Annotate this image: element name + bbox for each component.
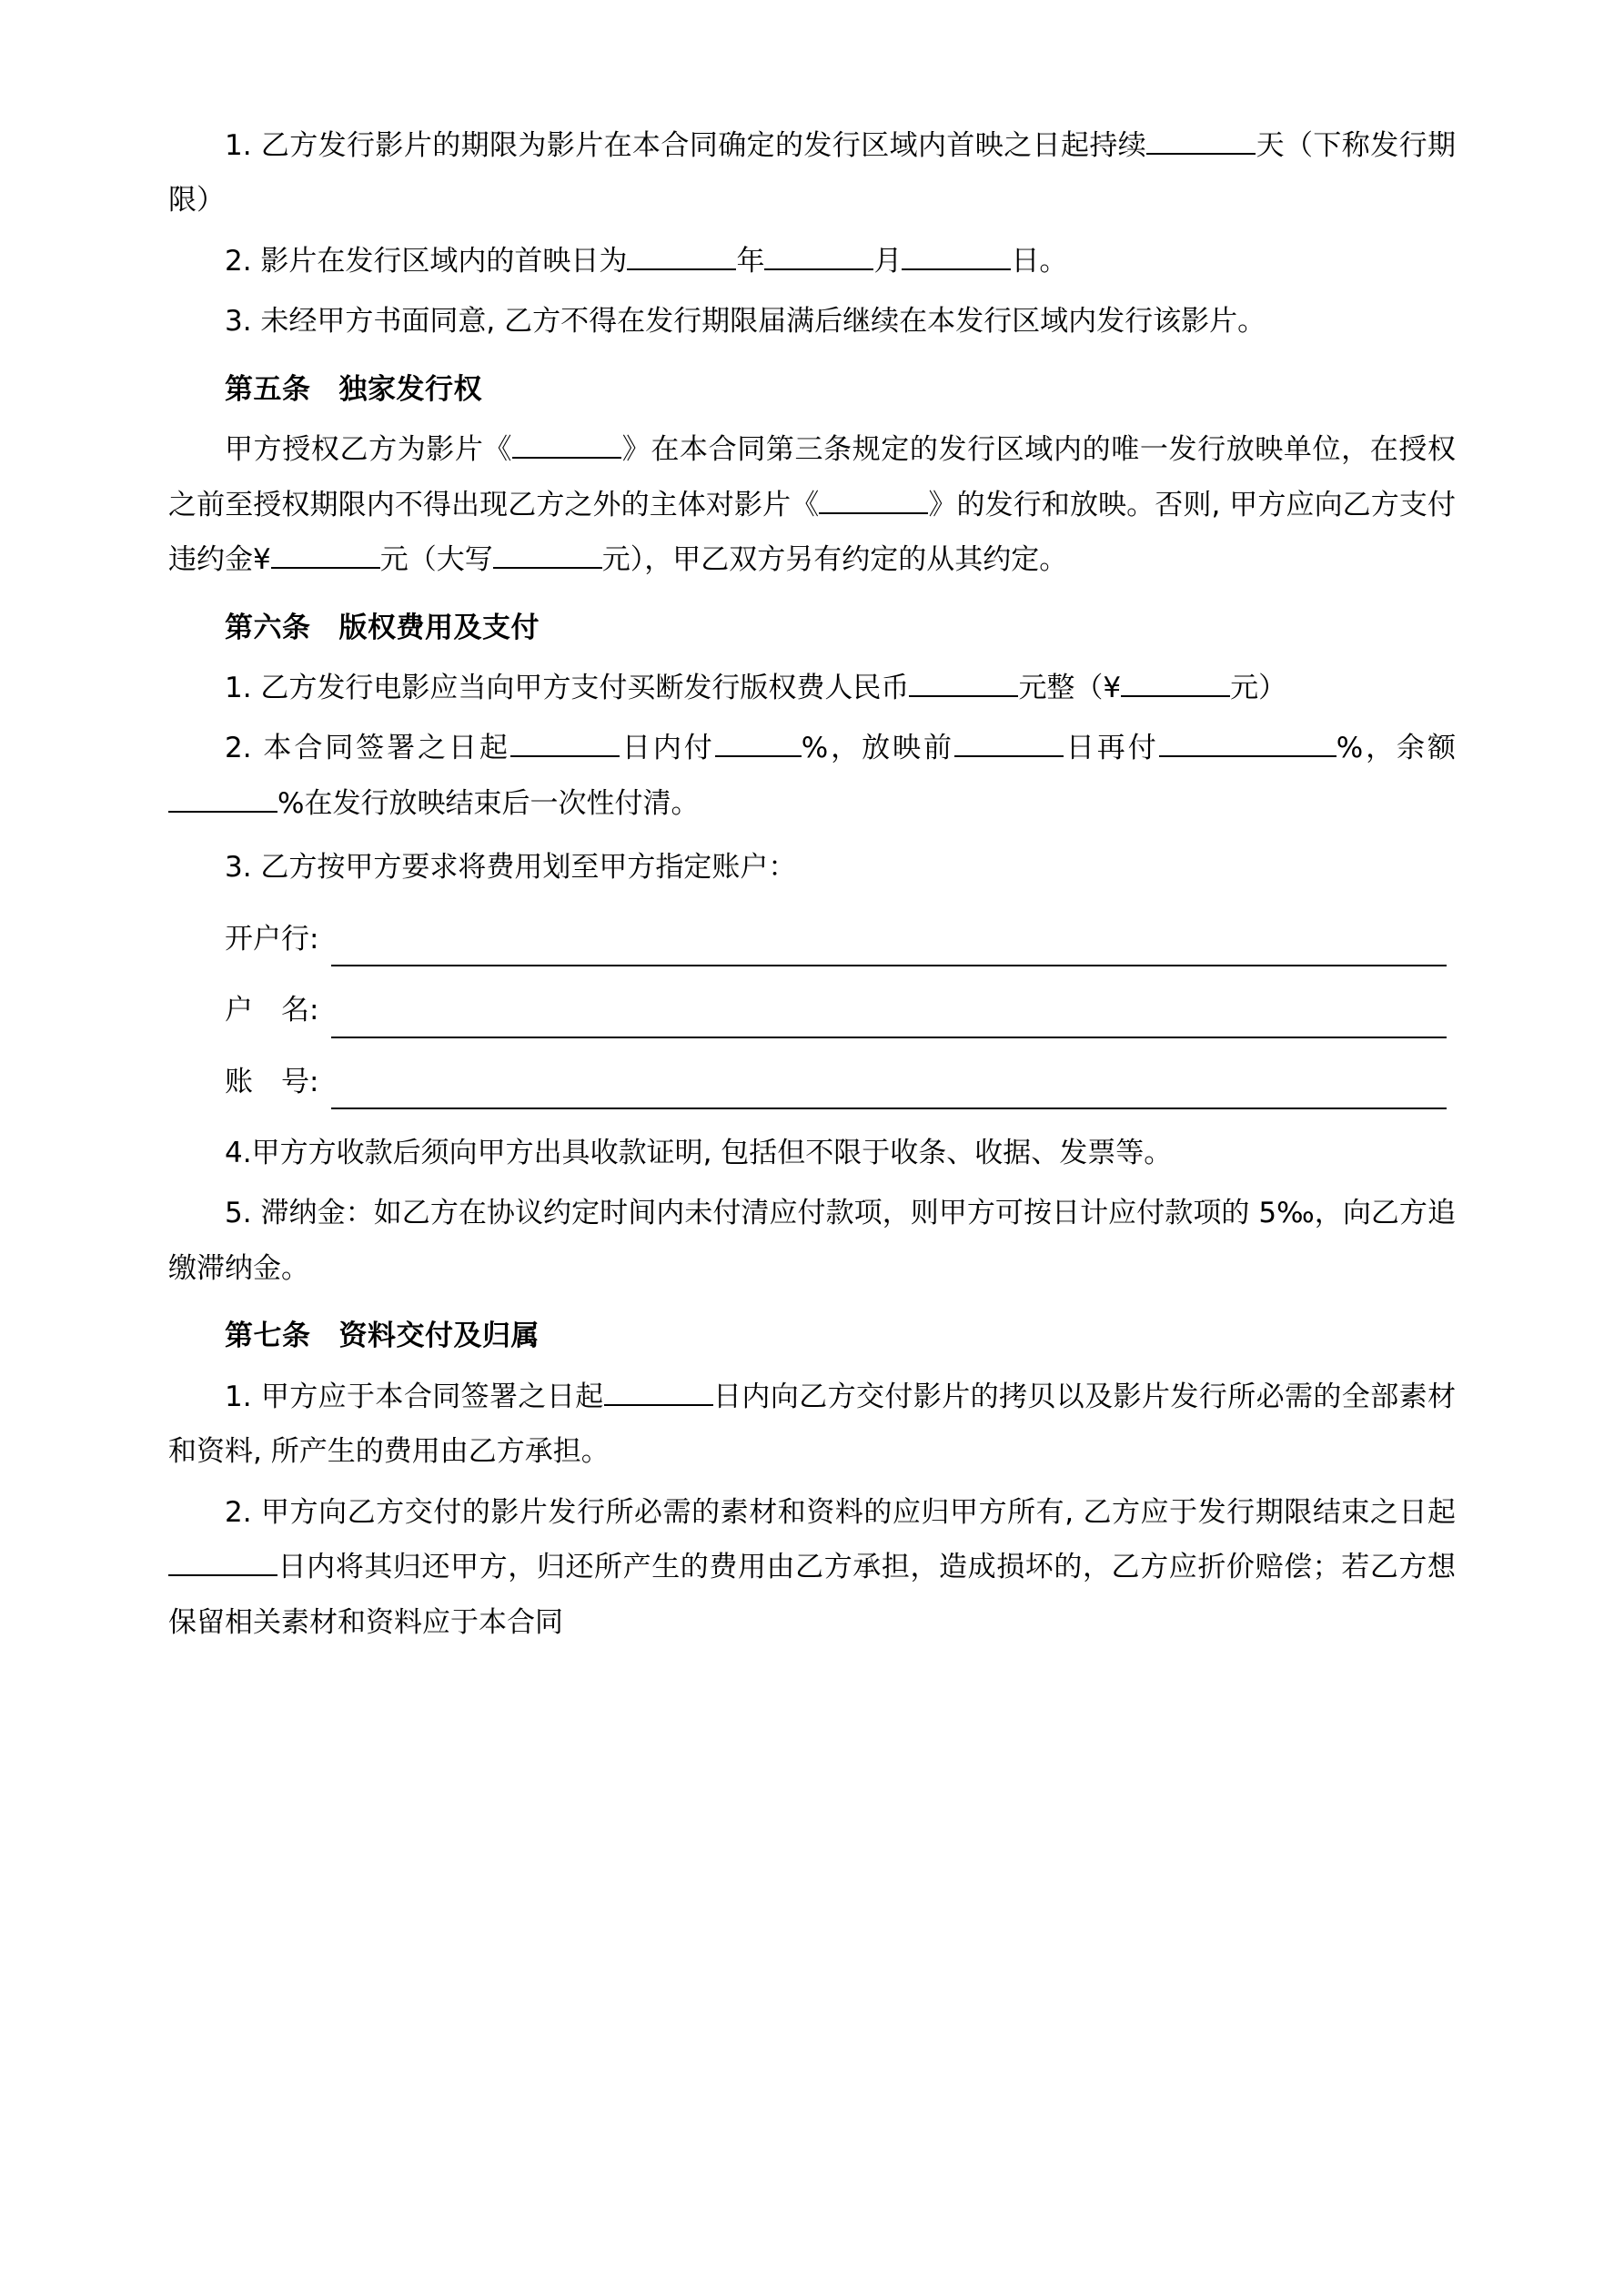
text-run: 日内付 — [619, 732, 715, 765]
text-run: 1. 乙方发行影片的期限为影片在本合同确定的发行区域内首映之日起持续 — [225, 129, 1147, 162]
text-run: 5. 滞纳金：如乙方在协议约定时间内未付清应付款项，则甲方可按日计应付款项的 5‰，向乙方追缴滞纳金。 — [168, 1197, 1456, 1285]
clause-title: 资料交付及归属 — [338, 1320, 540, 1353]
text-run: %，放映前 — [801, 732, 954, 765]
clause6-item5 — [168, 1186, 1456, 1296]
text-run: 甲方授权乙方为影片《 — [225, 433, 513, 467]
text-run: 月 — [873, 244, 903, 278]
text-run: %，余额 — [1336, 732, 1456, 765]
clause6-item1 — [168, 661, 1456, 715]
blank-field-copyright-fee-numeric[interactable] — [1121, 664, 1230, 697]
clause-number: 第五条 — [225, 372, 311, 406]
clause4-item1 — [168, 118, 1456, 228]
blank-field-year[interactable] — [627, 238, 736, 270]
clause7-heading — [168, 1309, 1456, 1363]
blank-field-days-after-signing[interactable] — [510, 724, 620, 757]
bank-name-label: 开户行: — [225, 922, 319, 956]
text-run: 日再付 — [1063, 732, 1159, 765]
text-run: 日。 — [1011, 244, 1068, 278]
text-run: 》的发行和放映。否则, 甲方应向乙方支付违约金¥ — [168, 488, 1456, 577]
clause7-item2 — [168, 1485, 1456, 1650]
bank-name-input[interactable] — [331, 929, 1447, 966]
clause-title: 独家发行权 — [338, 372, 482, 406]
account-number-input[interactable] — [331, 1072, 1447, 1109]
text-run: 》在本合同第三条规定的发行区域内的唯一发行放映单位，在授权之前至授权期限内不得出现乙方之外的主体对影片《 — [168, 433, 1456, 521]
text-run: %在发行放映结束后一次性付清。 — [277, 786, 700, 820]
bank-name-row — [168, 912, 1456, 966]
clause-number: 第六条 — [225, 611, 311, 644]
blank-field-day[interactable] — [902, 238, 1011, 270]
blank-field-first-percent[interactable] — [715, 724, 802, 757]
blank-field-film-title-2[interactable] — [819, 481, 928, 514]
blank-field-copyright-fee[interactable] — [909, 664, 1018, 697]
text-run: 日内将其归还甲方，归还所产生的费用由乙方承担，造成损坏的，乙方应折价赔偿；若乙方想保留相关素材和资料应于本合同 — [168, 1551, 1456, 1639]
blank-field-return-days[interactable] — [168, 1543, 277, 1576]
account-name-row — [168, 983, 1456, 1037]
text-run: 元（大写 — [379, 543, 493, 577]
account-name-label: 户 名: — [225, 994, 319, 1027]
text-run: 天（下称发行期限） — [168, 129, 1456, 217]
document-body — [168, 118, 1456, 1650]
account-name-input[interactable] — [331, 1001, 1447, 1038]
blank-field[interactable] — [1146, 122, 1256, 155]
text-run: 1. 甲方应于本合同签署之日起 — [225, 1380, 604, 1413]
clause5-heading — [168, 362, 1456, 417]
account-number-row — [168, 1055, 1456, 1109]
text-run: 4.甲方方收款后须向甲方出具收款证明, 包括但不限于收条、收据、发票等。 — [225, 1137, 1173, 1169]
blank-field-delivery-days[interactable] — [604, 1373, 713, 1406]
text-run: 元整（¥ — [1018, 671, 1122, 704]
blank-field-penalty-words[interactable] — [493, 536, 602, 569]
clause6-item2 — [168, 721, 1456, 831]
blank-field-second-percent[interactable] — [1159, 724, 1337, 757]
text-run: 3. 乙方按甲方要求将费用划至甲方指定账户： — [225, 851, 797, 885]
clause7-item1 — [168, 1370, 1456, 1480]
account-number-label: 账 号: — [225, 1065, 319, 1098]
clause6-heading — [168, 601, 1456, 655]
text-run: 日内向乙方交付影片的拷贝以及影片发行所必需的全部素材和资料, 所产生的费用由乙方承担。 — [168, 1380, 1456, 1469]
clause4-item3 — [168, 294, 1456, 349]
blank-field-month[interactable] — [764, 238, 873, 270]
text-run: 1. 乙方发行电影应当向甲方支付买断发行版权费人民币 — [225, 671, 910, 704]
text-run: 2. 甲方向乙方交付的影片发行所必需的素材和资料的应归甲方所有, 乙方应于发行期限结束之日起 — [225, 1495, 1456, 1529]
blank-field-days-before-screening[interactable] — [954, 724, 1064, 757]
text-run: 2. 本合同签署之日起 — [225, 732, 510, 765]
clause4-item2 — [168, 234, 1456, 288]
clause6-item3 — [168, 840, 1456, 895]
clause-title: 版权费用及支付 — [338, 611, 540, 644]
text-run: 元） — [1230, 671, 1287, 704]
text-run: 2. 影片在发行区域内的首映日为 — [225, 244, 628, 278]
text-run: 年 — [736, 244, 765, 278]
text-run: 元），甲乙双方另有约定的从其约定。 — [601, 543, 1068, 577]
clause-number: 第七条 — [225, 1320, 311, 1353]
blank-field-penalty-amount[interactable] — [271, 536, 380, 569]
clause5-body — [168, 422, 1456, 587]
clause6-item4 — [168, 1126, 1456, 1180]
blank-field-film-title-1[interactable] — [512, 426, 621, 459]
text-run: 3. 未经甲方书面同意, 乙方不得在发行期限届满后继续在本发行区域内发行该影片。 — [225, 305, 1266, 339]
blank-field-balance-percent[interactable] — [168, 780, 277, 813]
